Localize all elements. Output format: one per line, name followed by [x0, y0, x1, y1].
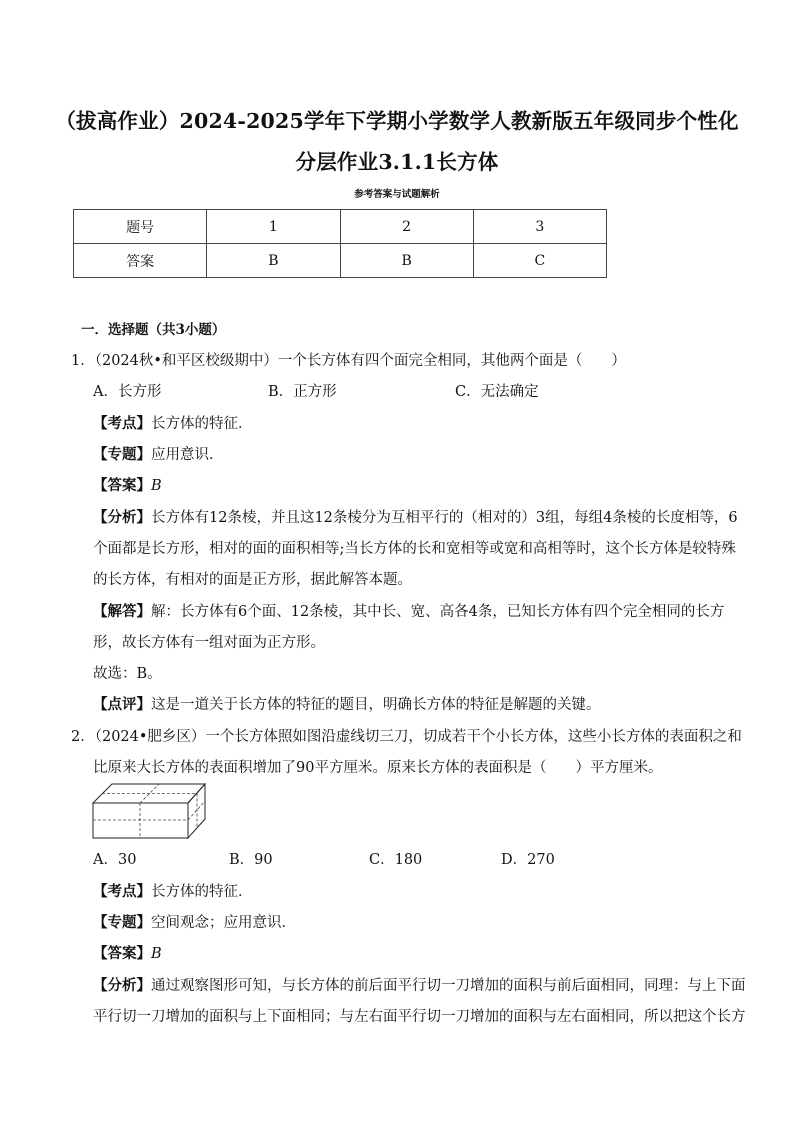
- cuboid-figure: [92, 782, 206, 840]
- q2-option-b: B．90: [229, 852, 273, 868]
- answer-cell: B: [207, 244, 340, 278]
- question-number-cell: 3: [473, 210, 606, 244]
- q1-option-b: B．正方形: [268, 384, 337, 400]
- q1-dianping-text: 这是一道关于长方体的特征的题目，明确长方体的特征是解题的关键。: [151, 697, 601, 713]
- q1-zhuanti-text: 应用意识．: [151, 447, 224, 463]
- q1-jieda-text: 解：长方体有6个面、12条棱，其中长、宽、高各4条，已知长方体有四个完全相同的长方: [151, 604, 725, 620]
- zhuanti-label: 【专题】: [93, 446, 151, 463]
- q2-option-a: A．30: [93, 852, 137, 868]
- cuboid-front-face: [93, 803, 188, 838]
- q1-kaodian-text: 长方体的特征．: [151, 416, 253, 432]
- answer-table-answer-row: [74, 244, 607, 278]
- question-1-stem: 1．（2024秋•和平区校级期中）一个长方体有四个面完全相同，其他两个面是（ ）: [71, 353, 626, 369]
- q2-fenxi-line-1: [93, 974, 746, 995]
- q2-daan: [93, 942, 162, 963]
- q1-jieda-line-2: 形，故长方体有一组对面为正方形。: [93, 635, 325, 651]
- kaodian-label: 【考点】: [93, 883, 151, 900]
- q2-daan-text: B: [151, 946, 162, 962]
- q1-fenxi-text: 长方体有12条棱，并且这12条棱分为互相平行的（相对的）3组，每组4条棱的长度相等，6: [151, 510, 738, 526]
- q2-kaodian-text: 长方体的特征．: [151, 884, 253, 900]
- q1-zhuanti: [93, 443, 224, 464]
- answer-table-row-header: 答案: [74, 244, 207, 278]
- q1-option-a: A．长方形: [93, 384, 162, 400]
- q2-fenxi-line-2: 平行切一刀增加的面积与上下面相同；与左右面平行切一刀增加的面积与左右面相同，所以把这个长方: [93, 1009, 746, 1025]
- q1-option-c: C．无法确定: [455, 384, 539, 400]
- document-subtitle: 参考答案与试题解析: [354, 189, 440, 200]
- answer-cell: B: [340, 244, 473, 278]
- q2-fenxi-text: 通过观察图形可知，与长方体的前后面平行切一刀增加的面积与前后面相同，同理：与上下面: [151, 978, 746, 994]
- question-2-stem-line-2: 比原来大长方体的表面积增加了90平方厘米。原来长方体的表面积是（ ）平方厘米。: [93, 760, 663, 776]
- cut-line-horizontal-side: [188, 801, 205, 820]
- q1-choice: 故选：B。: [93, 666, 162, 682]
- q1-fenxi-line-3: 的长方体，有相对的面是正方形，据此解答本题。: [93, 572, 412, 588]
- document-title-line-2: 分层作业3.1.1长方体: [295, 150, 499, 174]
- zhuanti-label: 【专题】: [93, 914, 151, 931]
- q2-zhuanti: [93, 911, 296, 932]
- answer-cell: C: [473, 244, 606, 278]
- q2-option-d: D．270: [501, 852, 555, 868]
- q1-jieda-line-1: [93, 600, 724, 621]
- q1-dianping: [93, 693, 601, 714]
- kaodian-label: 【考点】: [93, 415, 151, 432]
- fenxi-label: 【分析】: [93, 509, 151, 526]
- daan-label: 【答案】: [93, 945, 151, 962]
- answer-table-row-header: 题号: [74, 210, 207, 244]
- question-number-cell: 1: [207, 210, 340, 244]
- q1-daan: [93, 474, 162, 495]
- dianping-label: 【点评】: [93, 696, 151, 713]
- document-title-line-1: （拔高作业）2024-2025学年下学期小学数学人教新版五年级同步个性化: [55, 109, 739, 133]
- q1-fenxi-line-2: 个面都是长方形，相对的面的面积相等;当长方体的长和宽相等或宽和高相等时，这个长方体是较特殊: [93, 541, 736, 557]
- q1-fenxi-line-1: [93, 506, 738, 527]
- section-heading: 一．选择题（共3小题）: [81, 322, 226, 338]
- fenxi-label: 【分析】: [93, 977, 151, 994]
- jieda-label: 【解答】: [93, 603, 151, 620]
- q2-option-c: C．180: [369, 852, 423, 868]
- answer-table: [73, 209, 607, 278]
- answer-table-number-row: [74, 210, 607, 244]
- q2-zhuanti-text: 空间观念；应用意识．: [151, 915, 296, 931]
- question-number-cell: 2: [340, 210, 473, 244]
- q1-daan-text: B: [151, 478, 162, 494]
- q1-kaodian: [93, 412, 253, 433]
- question-2-stem-line-1: 2．（2024•肥乡区）一个长方体照如图沿虚线切三刀，切成若干个小长方体，这些小长方体的表面积之和: [71, 729, 742, 745]
- daan-label: 【答案】: [93, 477, 151, 494]
- q2-kaodian: [93, 880, 253, 901]
